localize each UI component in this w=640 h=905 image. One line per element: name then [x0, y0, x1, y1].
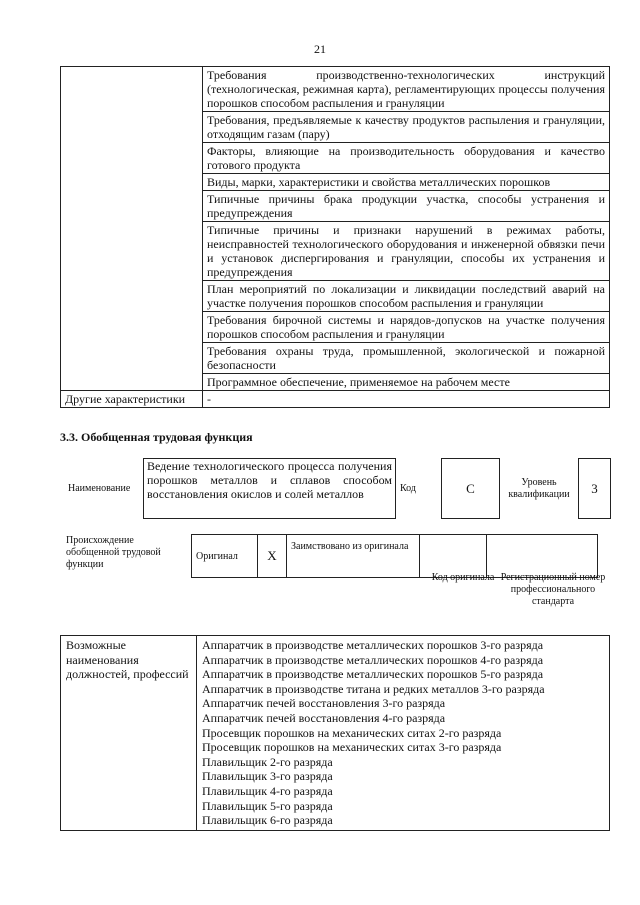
code-label: Код — [400, 483, 416, 494]
requirement-item: План мероприятий по локализации и ликвидации последствий аварий на участке получения порошков способом распыления и грануляции — [203, 281, 610, 312]
original-label: Оригинал — [192, 535, 258, 578]
requirement-item: Требования охраны труда, промышленной, экологической и пожарной безопасности — [203, 343, 610, 374]
code-value-box: C — [441, 458, 500, 519]
list-item: Аппаратчик в производстве титана и редких металлов 3-го разряда — [202, 681, 545, 696]
name-label: Наименование — [68, 483, 131, 494]
requirement-item: Типичные причины брака продукции участка, способы устранения и предупреждения — [203, 191, 610, 222]
list-item: Плавильщик 2-го разряда — [202, 754, 333, 769]
borrowed-label: Заимствовано из оригинала — [287, 535, 420, 578]
requirement-item: Виды, марки, характеристики и свойства металлических порошков — [203, 174, 610, 191]
reg-number-label: Регистрационный номер профессионального стандарта — [500, 572, 606, 607]
list-item: Аппаратчик в производстве металлических порошков 4-го разряда — [202, 652, 544, 667]
requirement-item: Факторы, влияющие на производительность оборудования и качество готового продукта — [203, 143, 610, 174]
positions-list — [197, 636, 610, 831]
knowledge-table — [60, 66, 610, 408]
positions-table — [60, 635, 610, 831]
list-item: Плавильщик 3-го разряда — [202, 769, 333, 784]
list-item: Плавильщик 4-го разряда — [202, 783, 333, 798]
list-item: Просевщик порошков на механических ситах 2-го разряда — [202, 725, 502, 740]
requirement-item: Требования бирочной системы и нарядов-допусков на участке получения порошков способом распыления и грануляции — [203, 312, 610, 343]
requirement-item: Требования производственно-технологических инструкций (технологическая, режимная карта), регламентирующих процессы получения порошков способом распыления и грануляции — [203, 67, 610, 112]
table-row — [61, 391, 610, 408]
requirement-item: Типичные причины и признаки нарушений в режимах работы, неисправностей технологического оборудования и инженерной обвязки печи и установок диспергирования и грануляции, способы их устранения и предупреждения — [203, 222, 610, 281]
qualification-level-label: Уровень квалификации — [508, 477, 570, 500]
code-original-label: Код оригинала — [431, 572, 495, 583]
requirement-item: Программное обеспечение, применяемое на рабочем месте — [203, 374, 610, 391]
empty-left-cell — [61, 67, 203, 391]
list-item: Аппаратчик в производстве металлических порошков 3-го разряда — [202, 638, 544, 652]
list-item: Аппаратчик в производстве металлических порошков 5-го разряда — [202, 667, 544, 682]
list-item: Плавильщик 6-го разряда — [202, 813, 333, 828]
other-characteristics-value: - — [203, 391, 610, 408]
other-characteristics-label: Другие характеристики — [61, 391, 203, 408]
list-item: Просевщик порошков на механических ситах 3-го разряда — [202, 740, 502, 755]
section-title: 3.3. Обобщенная трудовая функция — [60, 430, 253, 444]
function-name-box: Ведение технологического процесса получения порошков металлов и сплавов способом восстановления окислов и солей металлов — [143, 458, 396, 519]
table-row — [61, 67, 610, 112]
list-item: Аппаратчик печей восстановления 3-го разряда — [202, 696, 446, 711]
origin-label: Происхождение обобщенной трудовой функции — [66, 535, 161, 570]
list-item: Плавильщик 5-го разряда — [202, 798, 333, 813]
positions-label: Возможные наименования должностей, профессий — [61, 636, 197, 831]
original-mark: X — [258, 535, 287, 578]
page-number: 21 — [314, 42, 326, 56]
qualification-level-box: 3 — [578, 458, 611, 519]
requirement-item: Требования, предъявляемые к качеству продуктов распыления и грануляции, отходящим газам (пару) — [203, 112, 610, 143]
list-item: Аппаратчик печей восстановления 4-го разряда — [202, 710, 446, 725]
table-row — [61, 636, 610, 831]
